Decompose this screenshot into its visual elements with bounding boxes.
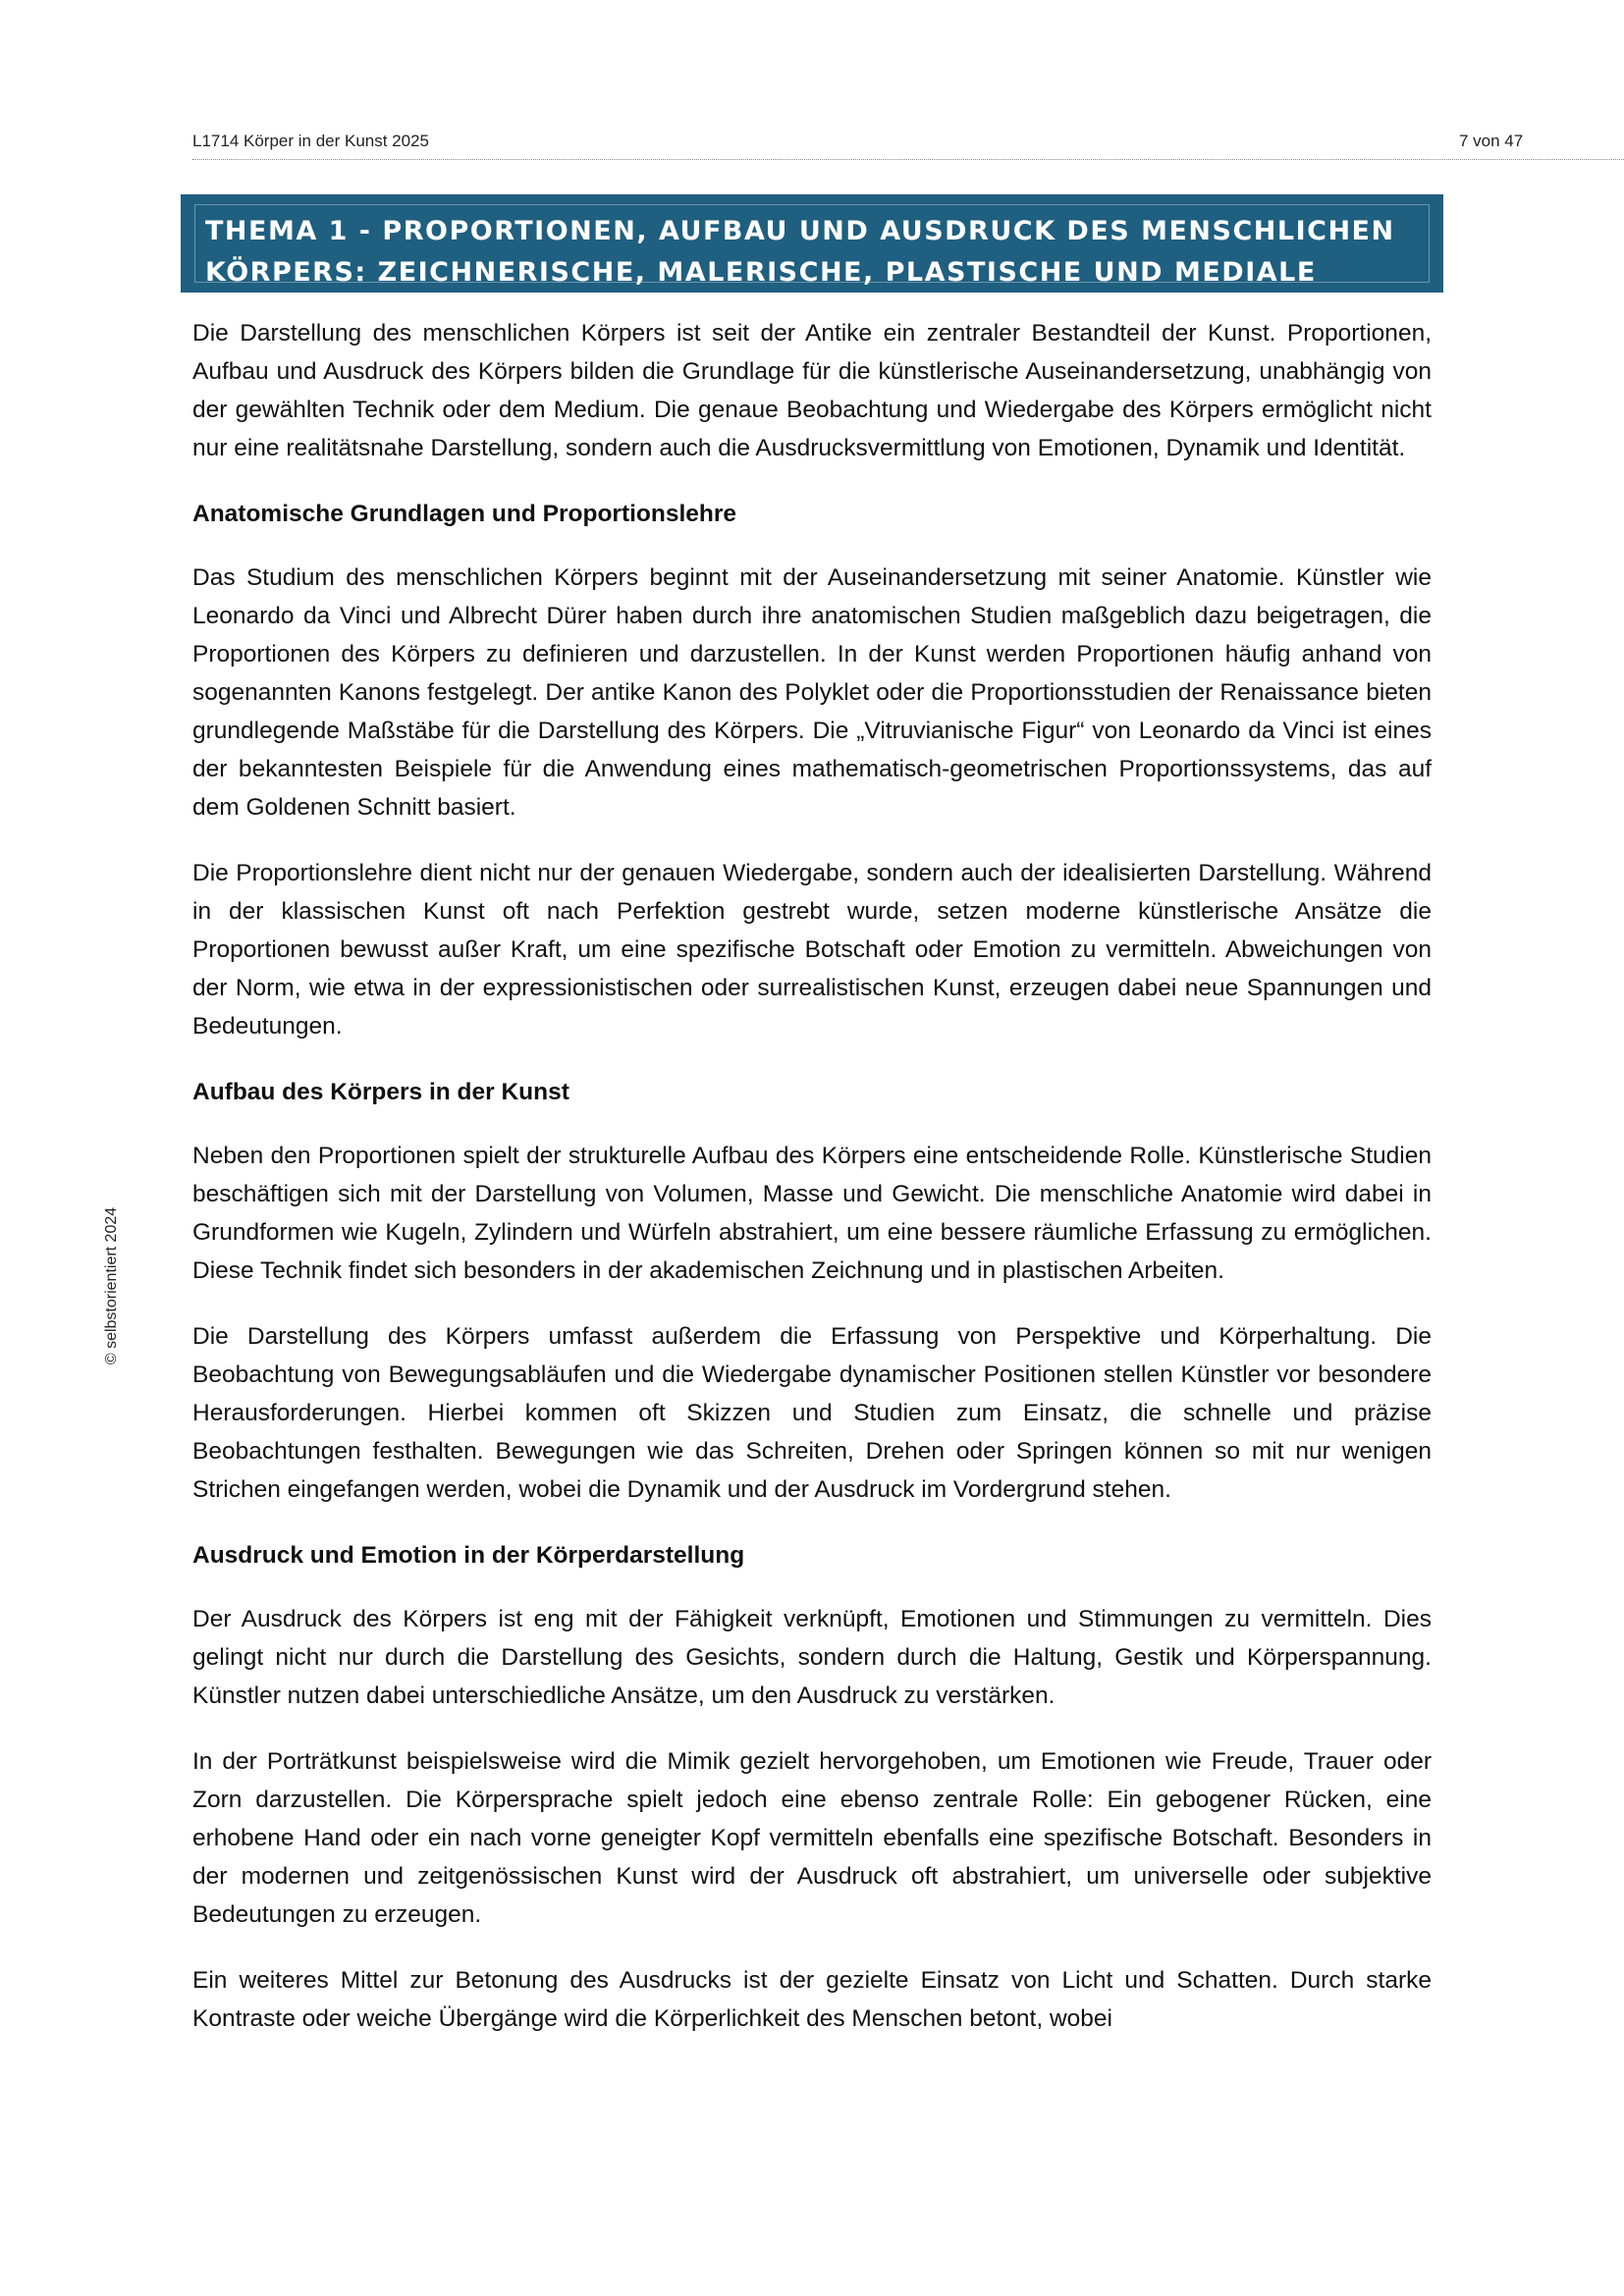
section-heading-anatomy: Anatomische Grundlagen und Proportionslehre [192, 501, 737, 527]
chapter-title-banner [181, 194, 1443, 329]
chapter-title-line-2: KÖRPERS: ZEICHNERISCHE, MALERISCHE, PLASTISCHE UND MEDIALE STUDIEN [205, 257, 1317, 329]
paragraph-expression-3: Ein weiteres Mittel zur Betonung des Ausdrucks ist der gezielte Einsatz von Licht und Schatten. Durch starke Kontraste oder weiche Übergänge wird die Körperlichkeit des Menschen betont, wobei [192, 1967, 1432, 2032]
chapter-title-frame [194, 204, 1430, 329]
section-heading-expression: Ausdruck und Emotion in der Körperdarstellung [192, 1542, 745, 1569]
page-number: 7 von 47 [1459, 132, 1524, 150]
paragraph-expression-2: In der Porträtkunst beispielsweise wird die Mimik gezielt hervorgehoben, um Emotionen wie Freude, Trauer oder Zorn darzustellen. Die Körpersprache spielt jedoch eine ebenso zentrale Rolle: Ein gebogener Rücken, eine erhobene Hand oder ein nach vorne geneigter Kopf vermitteln ebenfalls eine spezifische Botschaft. Besonders in der modernen und zeitgenössischen Kunst wird der Ausdruck oft abstrahiert, um universelle oder subjektive Bedeutungen zu erzeugen. [192, 1748, 1432, 1928]
document-title: L1714 Körper in der Kunst 2025 [192, 132, 430, 150]
intro-paragraph: Die Darstellung des menschlichen Körpers ist seit der Antike ein zentraler Bestandteil der Kunst. Proportionen, Aufbau und Ausdruck des Körpers bilden die Grundlage für die künstlerische Auseinandersetzung, unabhängig von der gewählten Technik oder dem Medium. Die genaue Beobachtung und Wiedergabe des Körpers ermöglicht nicht nur eine realitätsnahe Darstellung, sondern auch die Ausdrucksvermittlung von Emotionen, Dynamik und Identität. [192, 320, 1432, 461]
paragraph-anatomy-2: Die Proportionslehre dient nicht nur der genauen Wiedergabe, sondern auch der idealisierten Darstellung. Während in der klassischen Kunst oft nach Perfektion gestrebt wurde, setzen moderne künstlerische Ansätze die Proportionen bewusst außer Kraft, um eine spezifische Botschaft oder Emotion zu vermitteln. Abweichungen von der Norm, wie etwa in der expressionistischen oder surrealistischen Kunst, erzeugen dabei neue Spannungen und Bedeutungen. [192, 860, 1432, 1040]
paragraph-expression-1: Der Ausdruck des Körpers ist eng mit der Fähigkeit verknüpft, Emotionen und Stimmungen zu vermitteln. Dies gelingt nicht nur durch die Darstellung des Gesichts, sondern durch die Haltung, Gestik und Körperspannung. Künstler nutzen dabei unterschiedliche Ansätze, um den Ausdruck zu verstärken. [192, 1606, 1432, 1709]
section-heading-structure: Aufbau des Körpers in der Kunst [192, 1079, 569, 1105]
paragraph-anatomy-1: Das Studium des menschlichen Körpers beginnt mit der Auseinandersetzung mit seiner Anatomie. Künstler wie Leonardo da Vinci und Albrecht Dürer haben durch ihre anatomischen Studien maßgeblich dazu beigetragen, die Proportionen des Körpers zu definieren und darzustellen. In der Kunst werden Proportionen häufig anhand von sogenannten Kanons festgelegt. Der antike Kanon des Polyklet oder die Proportionsstudien der Renaissance bieten grundlegende Maßstäbe für die Darstellung des Körpers. Die „Vitruvianische Figur“ von Leonardo da Vinci ist eines der bekanntesten Beispiele für die Anwendung eines mathematisch-geometrischen Proportionssystems, das auf dem Goldenen Schnitt basiert. [192, 564, 1432, 821]
copyright-notice: © selbstorientiert 2024 [103, 1206, 120, 1365]
chapter-title-line-1: THEMA 1 - PROPORTIONEN, AUFBAU UND AUSDRUCK DES MENSCHLICHEN [205, 216, 1395, 246]
page-header [192, 126, 1624, 160]
paragraph-structure-2: Die Darstellung des Körpers umfasst außerdem die Erfassung von Perspektive und Körperhaltung. Die Beobachtung von Bewegungsabläufen und die Wiedergabe dynamischer Positionen stellen Künstler vor besondere Herausforderungen. Hierbei kommen oft Skizzen und Studien zum Einsatz, die schnelle und präzise Beobachtungen festhalten. Bewegungen wie das Schreiten, Drehen oder Springen können so mit nur wenigen Strichen eingefangen werden, wobei die Dynamik und der Ausdruck im Vordergrund stehen. [192, 1323, 1432, 1503]
paragraph-structure-1: Neben den Proportionen spielt der strukturelle Aufbau des Körpers eine entscheidende Rolle. Künstlerische Studien beschäftigen sich mit der Darstellung von Volumen, Masse und Gewicht. Die menschliche Anatomie wird dabei in Grundformen wie Kugeln, Zylindern und Würfeln abstrahiert, um eine bessere räumliche Erfassung zu ermöglichen. Diese Technik findet sich besonders in der akademischen Zeichnung und in plastischen Arbeiten. [192, 1143, 1432, 1284]
main-content [192, 314, 1432, 2065]
